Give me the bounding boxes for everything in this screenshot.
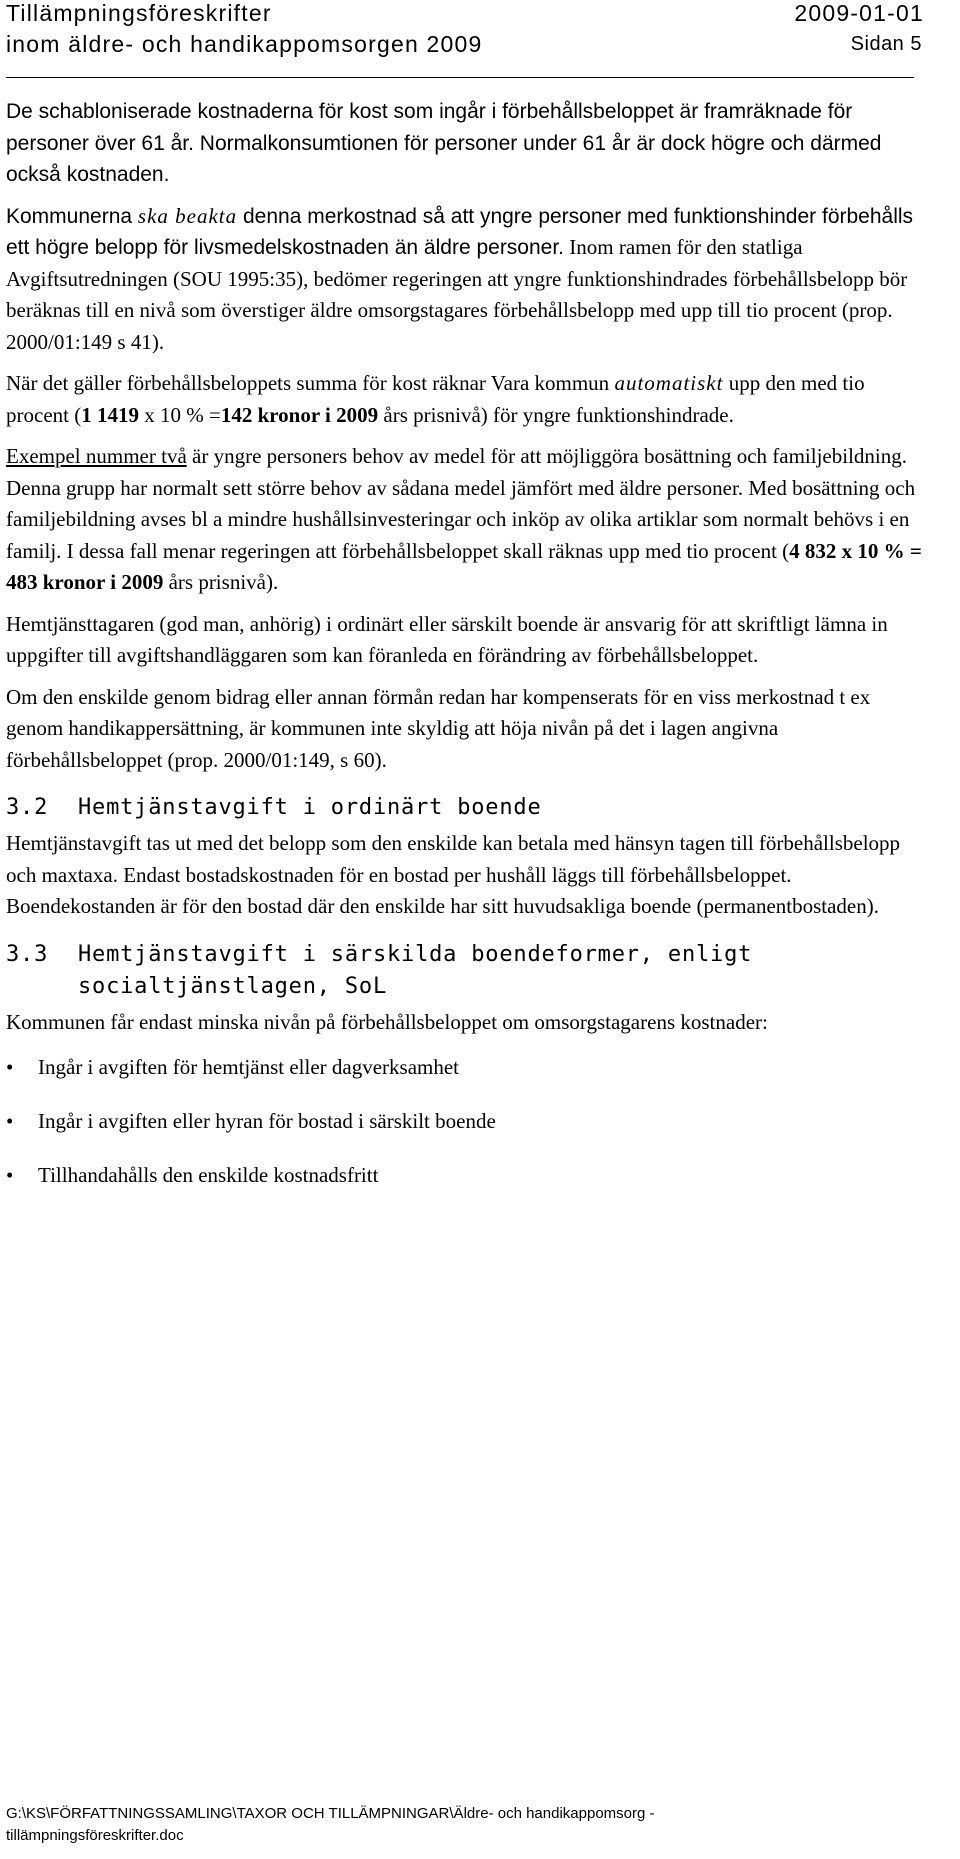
emphasis-text: ska beakta <box>137 203 238 228</box>
bold-amount: 142 kronor i 2009 <box>220 402 379 427</box>
header-row-1 <box>6 0 924 28</box>
header-row-2 <box>6 31 924 61</box>
section-title: Hemtjänstavgift i ordinärt boende <box>78 795 542 820</box>
list-item-text: Ingår i avgiften för hemtjänst eller dagverksamhet <box>38 1055 460 1079</box>
paragraph-kost-schablon <box>6 96 922 191</box>
paragraph-hemtjansttagaren <box>6 609 922 672</box>
list-item <box>6 1052 922 1106</box>
paragraph-text: Kommunen får endast minska nivån på förbehållsbeloppet om omsorgstagarens kostnader: <box>6 1009 768 1034</box>
section-title-continued: socialtjänstlagen, SoL <box>78 973 387 999</box>
list-item-text: Ingår i avgiften eller hyran för bostad i särskilt boende <box>38 1109 496 1133</box>
paragraph-text: När det gäller förbehållsbeloppets summa för kost räknar Vara kommun <box>6 371 615 395</box>
underlined-text: Exempel nummer två <box>6 444 187 468</box>
bullet-list <box>6 1052 922 1214</box>
paragraph-ordinart-boende <box>6 828 922 923</box>
footer-filename-line: tillämpningsföreskrifter.doc <box>6 1827 184 1844</box>
document-title: Tillämpningsföreskrifter <box>6 0 272 26</box>
section-title: Hemtjänstavgift i särskilda boendeformer, enligt <box>78 941 753 967</box>
bullet-icon: • <box>6 1055 14 1079</box>
section-number: 3.3 <box>6 941 49 967</box>
paragraph-text: upp den med tio procent ( <box>6 371 865 427</box>
paragraph-text: Hemtjänsttagaren (god man, anhörig) i ordinärt eller särskilt boende är ansvarig för att skriftligt lämna in uppgifter till avgiftshandläggaren som kan föranleda en förändring av förbehållsbeloppet. <box>6 611 888 667</box>
paragraph-text: Kommunerna <box>6 204 138 228</box>
paragraph-merkostnad <box>6 201 922 359</box>
header-divider <box>6 77 914 78</box>
list-item-text: Tillhandahålls den enskilde kostnadsfritt <box>38 1163 379 1187</box>
paragraph-text: Om den enskilde genom bidrag eller annan förmån redan har kompenserats för en viss merkostnad t ex genom handikappersättning, är kommunen inte skyldig att höja nivån på det i lagen angivna förbehållsbeloppet (prop. 2000/01:149, s 60). <box>6 684 871 772</box>
paragraph-text: Inom ramen för den statliga Avgiftsutredningen (SOU 1995:35), bedömer regeringen att yngre funktionshindrades förbehållsbelopp bör beräknas till en nivå som överstiger äldre omsorgstagares förbehållsbelopp med upp till tio procent (prop. 2000/01:149 s 41). <box>6 235 908 354</box>
list-item <box>6 1160 922 1214</box>
bullet-icon: • <box>6 1163 14 1187</box>
document-subtitle: inom äldre- och handikappomsorgen 2009 <box>6 31 483 57</box>
bullet-icon: • <box>6 1109 14 1133</box>
body-content <box>6 96 922 1214</box>
paragraph-text: års prisnivå). <box>163 570 279 594</box>
bold-amount: 4 832 x 10 % = 483 kronor i 2009 <box>6 538 922 594</box>
paragraph-exempel-tva <box>6 441 922 599</box>
paragraph-bidrag <box>6 682 922 777</box>
paragraph-minska-niva <box>6 1007 922 1039</box>
paragraph-text: denna merkostnad så att yngre personer med funktionshinder förbehålls ett högre belopp för livsmedelskostnaden än äldre personer. <box>6 204 914 259</box>
paragraph-text: Hemtjänstavgift tas ut med det belopp som den enskilde kan betala med hänsyn tagen till förbehållsbelopp och maxtaxa. Endast bostadskostnaden för en bostad per hushåll läggs till förbehållsbeloppet. Boendekostanden är för den bostad där den enskilde har sitt huvudsakliga boende (permanentbostaden). <box>6 831 901 918</box>
paragraph-text: x 10 % = <box>138 402 221 427</box>
section-heading-3-2 <box>6 792 922 824</box>
page-footer <box>6 1803 922 1847</box>
paragraph-text: De schabloniserade kostnaderna för kost som ingår i förbehållsbeloppet är framräknade för personer över 61 år. Normalkonsumtionen för personer under 61 år är dock högre och därmed också kostnaden. <box>6 100 882 186</box>
paragraph-text: är yngre personers behov av medel för att möjliggöra bosättning och familjebildning. Denna grupp har normalt sett större behov av sådana medel jämfört med äldre personer. Med bosättning och familjebildning avses bl a mindre hushållsinvesteringar och inköp av olika artiklar som normalt behövs i en familj. I dessa fall menar regeringen att förbehållsbeloppet skall räknas upp med tio procent ( <box>6 444 916 563</box>
emphasis-text: automatiskt <box>614 371 724 395</box>
paragraph-vara-kommun <box>6 368 922 431</box>
footer-path-line: G:\KS\FÖRFATTNINGSSAMLING\TAXOR OCH TILLÄMPNINGAR\Äldre- och handikappomsorg - <box>6 1805 655 1822</box>
paragraph-text: års prisnivå) för yngre funktionshindrade. <box>378 402 734 427</box>
bold-amount: 1 1419 <box>81 402 139 427</box>
document-date: 2009-01-01 <box>794 0 924 26</box>
list-item <box>6 1106 922 1160</box>
section-number: 3.2 <box>6 795 49 820</box>
section-heading-3-3 <box>6 939 922 1003</box>
page-number: Sidan 5 <box>850 33 922 55</box>
